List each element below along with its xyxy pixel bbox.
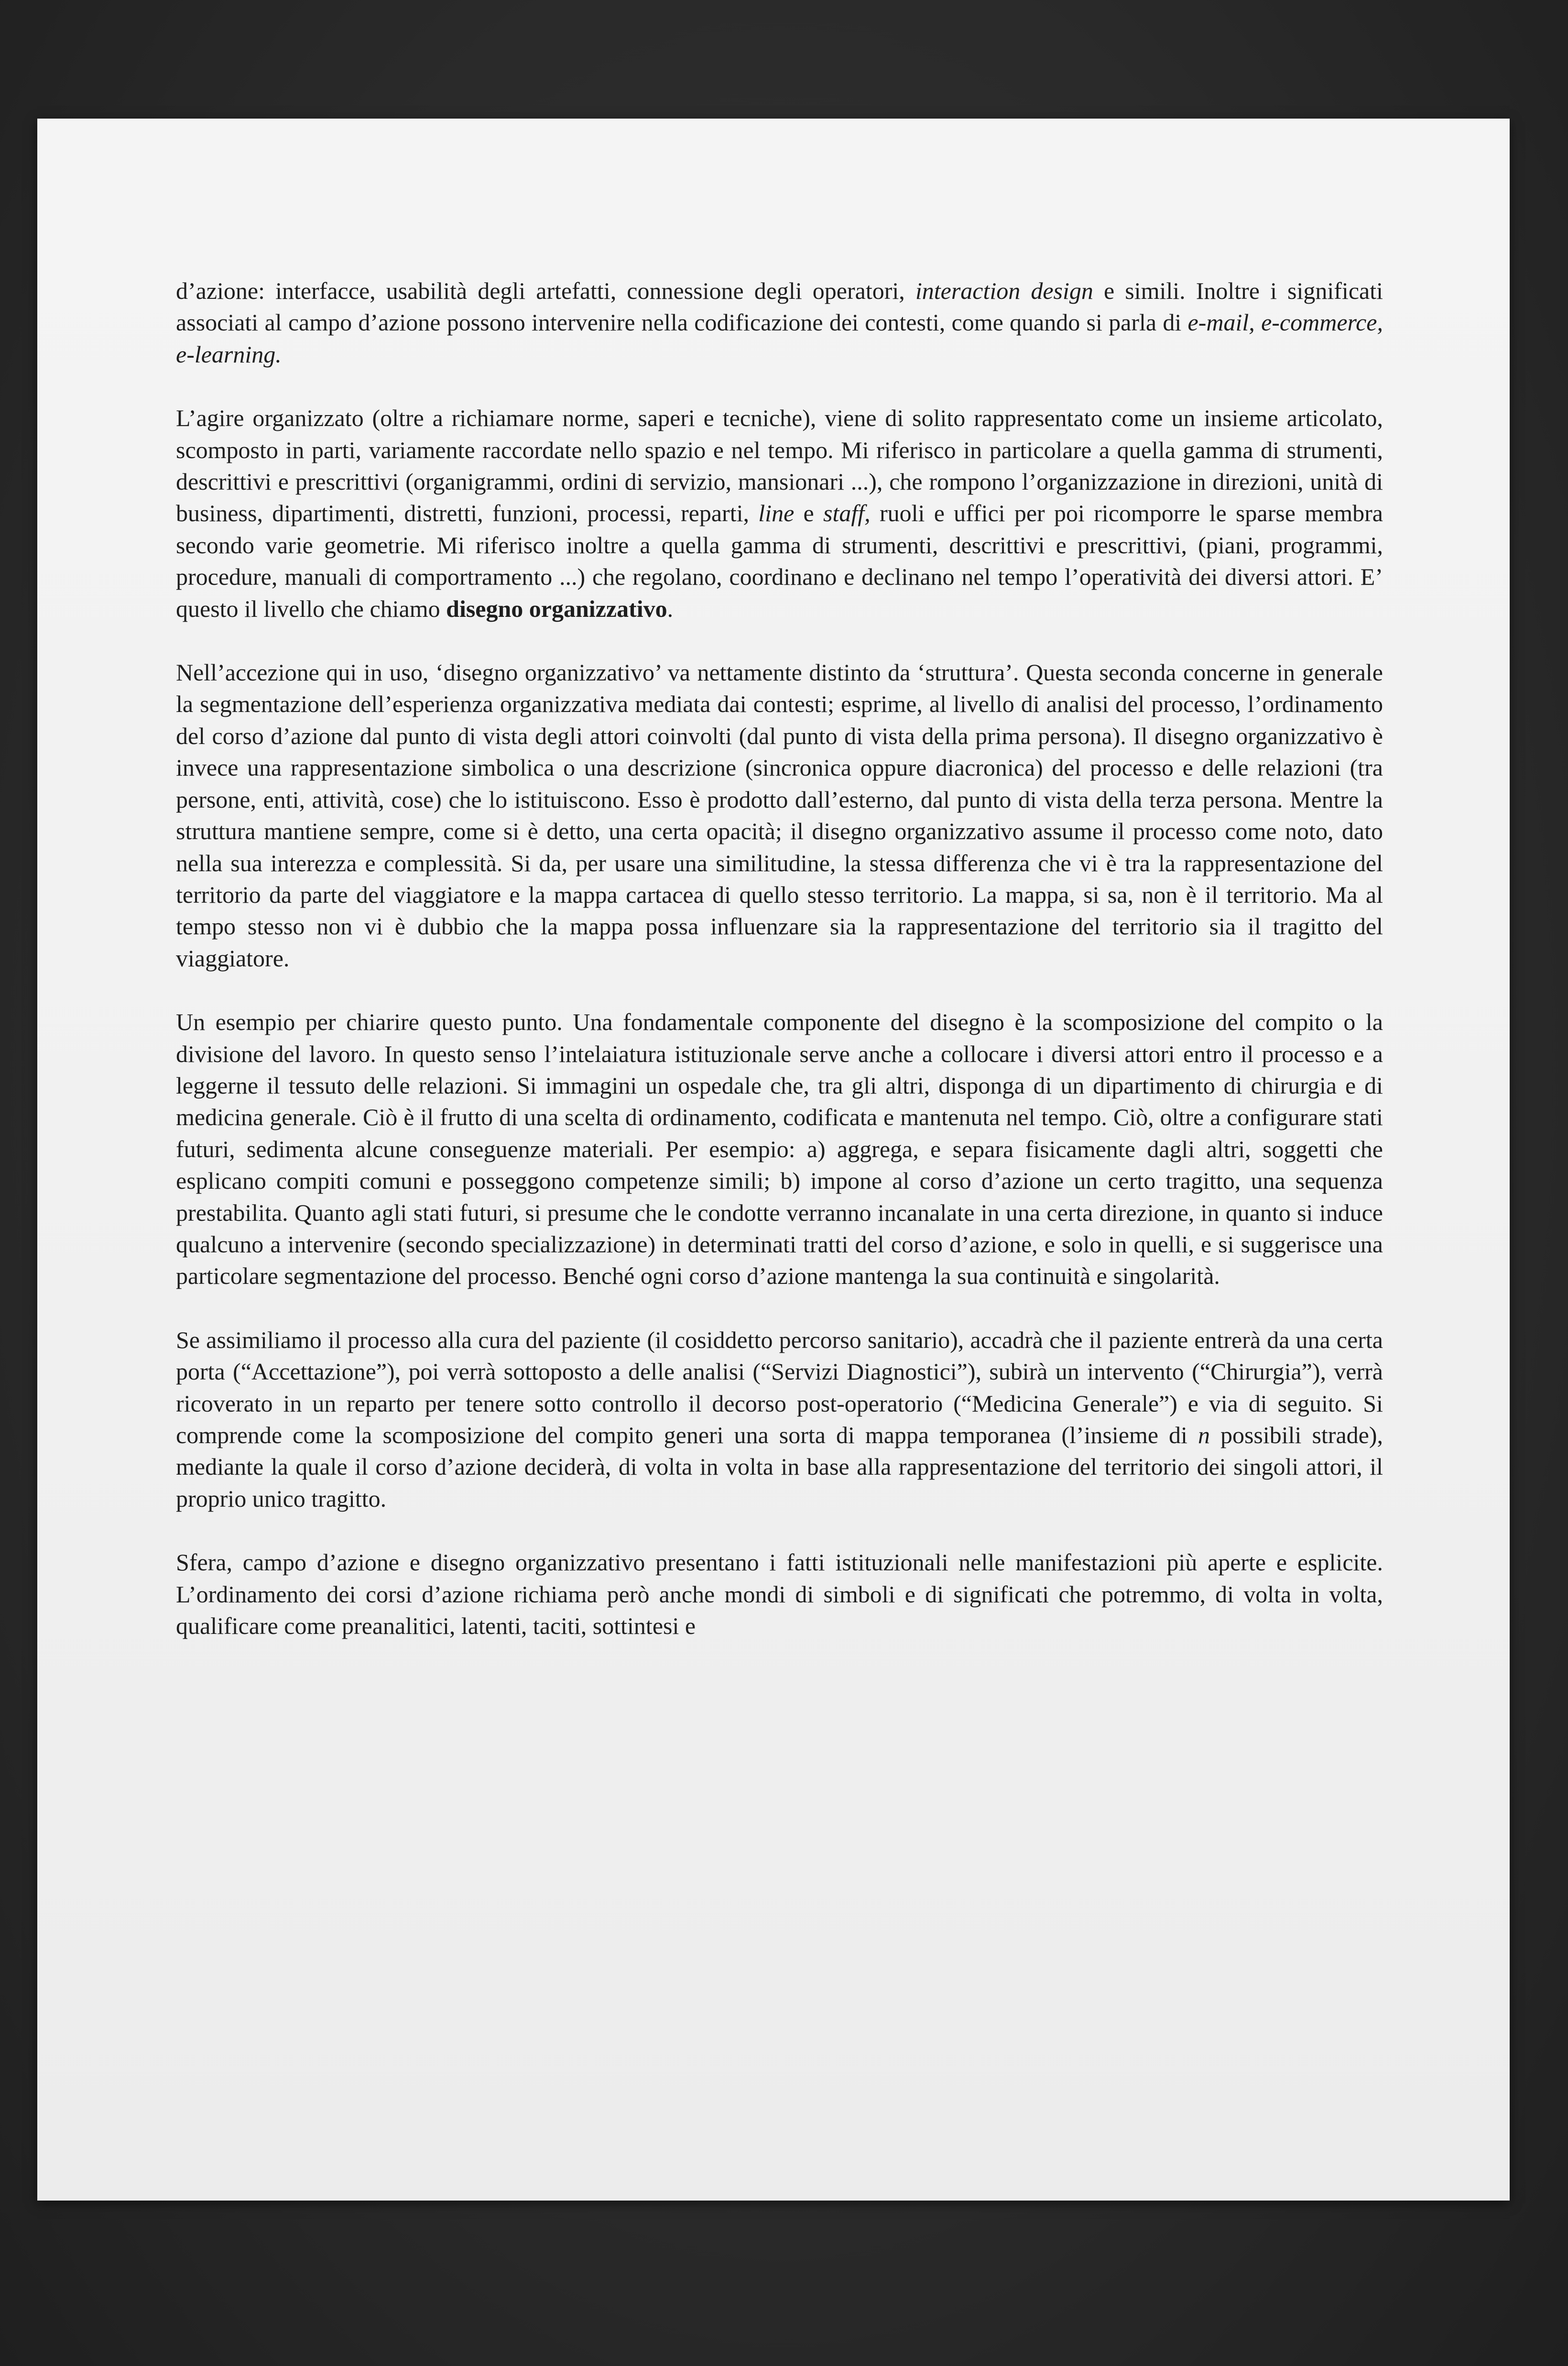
text-segment: staff, [823, 500, 871, 527]
text-segment: Un esempio per chiarire questo punto. Una fondamentale componente del disegno è la scomposizione del compito o la divisione del lavoro. In questo senso l’intelaiatura istituzionale serve anche a collocare i diversi attori entro il processo e a leggerne il tessuto delle relazioni. Si immagini un ospedale che, tra gli altri, disponga di un dipartimento di chirurgia e di medicina generale. Ciò è il frutto di una scelta di ordinamento, codificata e mantenuta nel tempo. Ciò, oltre a configurare stati futuri, sedimenta alcune conseguenze materiali. Per esempio: a) aggrega, e separa fisicamente dagli altri, soggetti che esplicano compiti comuni e posseggono competenze simili; b) impone al corso d’azione un certo tragitto, una sequenza prestabilita. Quanto agli stati futuri, si presume che le condotte verranno incanalate in una certa direzione, in quanto si induce qualcuno a intervenire (secondo specializzazione) in determinati tratti del corso d’azione, e solo in quelli, e si suggerisce una particolare segmentazione del processo. Benché ogni corso d’azione mantenga la sua continuità e singolarità. [176, 1008, 1383, 1290]
text-segment: disegno organizzativo [446, 595, 667, 622]
text-segment: line [758, 500, 795, 527]
paragraph-1 [176, 275, 1383, 370]
text-segment: L’agire organizzato (oltre a richiamare norme, saperi e tecniche), viene di solito rappresentato come un insieme articolato, scomposto in parti, variamente raccordate nello spazio e nel tempo. Mi riferisco in particolare a quella gamma di strumenti, descrittivi e prescrittivi (organigrammi, ordini di servizio, mansionari ...), che rompono l’organizzazione in direzioni, unità di business, dipartimenti, distretti, funzioni, processi, reparti, [176, 405, 1383, 527]
paragraph-2 [176, 402, 1383, 624]
document-body [176, 275, 1383, 1642]
text-segment: ruoli e uffici per poi ricomporre le sparse membra secondo varie geometrie. Mi riferisco inoltre a quella gamma di strumenti, descrittivi e prescrittivi, (piani, programmi, procedure, manuali di comportramento ...) che regolano, coordinano e declinano nel tempo l’operatività dei diversi attori. E’ questo il livello che chiamo [176, 500, 1383, 622]
text-segment: n [1198, 1422, 1210, 1448]
text-segment: Nell’accezione qui in uso, ‘disegno organizzativo’ va nettamente distinto da ‘struttura’. Questa seconda concerne in generale la segmentazione dell’esperienza organizzativa mediata dai contesti; esprime, al livello di analisi del processo, l’ordinamento del corso d’azione dal punto di vista degli attori coinvolti (dal punto di vista della prima persona). Il disegno organizzativo è invece una rappresentazione simbolica o una descrizione (sincronica oppure diacronica) del processo e delle relazioni (tra persone, enti, attività, cose) che lo istituiscono. Esso è prodotto dall’esterno, dal punto di vista della terza persona. Mentre la struttura mantiene sempre, come si è detto, una certa opacità; il disegno organizzativo assume il processo come noto, dato nella sua interezza e complessità. Si da, per usare una similitudine, la stessa differenza che vi è tra la rappresentazione del territorio da parte del viaggiatore e la mappa cartacea di quello stesso territorio. La mappa, si sa, non è il territorio. Ma al tempo stesso non vi è dubbio che la mappa possa influenzare sia la rappresentazione del territorio sia il tragitto del viaggiatore. [176, 659, 1383, 972]
text-segment: Sfera, campo d’azione e disegno organizzativo presentano i fatti istituzionali nelle manifestazioni più aperte e esplicite. L’ordinamento dei corsi d’azione richiama però anche mondi di simboli e di significati che potremmo, di volta in volta, qualificare come preanalitici, latenti, taciti, sottintesi e [176, 1549, 1383, 1640]
text-segment: . [667, 595, 674, 622]
text-segment: e-mail, e-commerce, e-learning. [176, 309, 1383, 368]
text-segment: possibili strade), mediante la quale il corso d’azione deciderà, di volta in volta in base alla rappresentazione del territorio dei singoli attori, il proprio unico tragitto. [176, 1422, 1383, 1512]
text-segment: e [794, 500, 824, 527]
paragraph-6 [176, 1546, 1383, 1642]
paragraph-4 [176, 1006, 1383, 1292]
text-segment: interaction design [915, 277, 1093, 304]
text-segment: e simili. Inoltre i significati associati al campo d’azione possono intervenire nella codificazione dei contesti, come quando si parla di [176, 277, 1383, 336]
text-segment: Se assimiliamo il processo alla cura del paziente (il cosiddetto percorso sanitario), accadrà che il paziente entrerà da una certa porta (“Accettazione”), poi verrà sottoposto a delle analisi (“Servizi Diagnostici”), subirà un intervento (“Chirurgia”), verrà ricoverato in un reparto per tenere sotto controllo il decorso post-operatorio (“Medicina Generale”) e via di seguito. Si comprende come la scomposizione del compito generi una sorta di mappa temporanea (l’insieme di [176, 1326, 1383, 1448]
paragraph-5 [176, 1324, 1383, 1514]
text-segment: d’azione: interfacce, usabilità degli artefatti, connessione degli operatori, [176, 277, 915, 304]
paragraph-3 [176, 657, 1383, 974]
